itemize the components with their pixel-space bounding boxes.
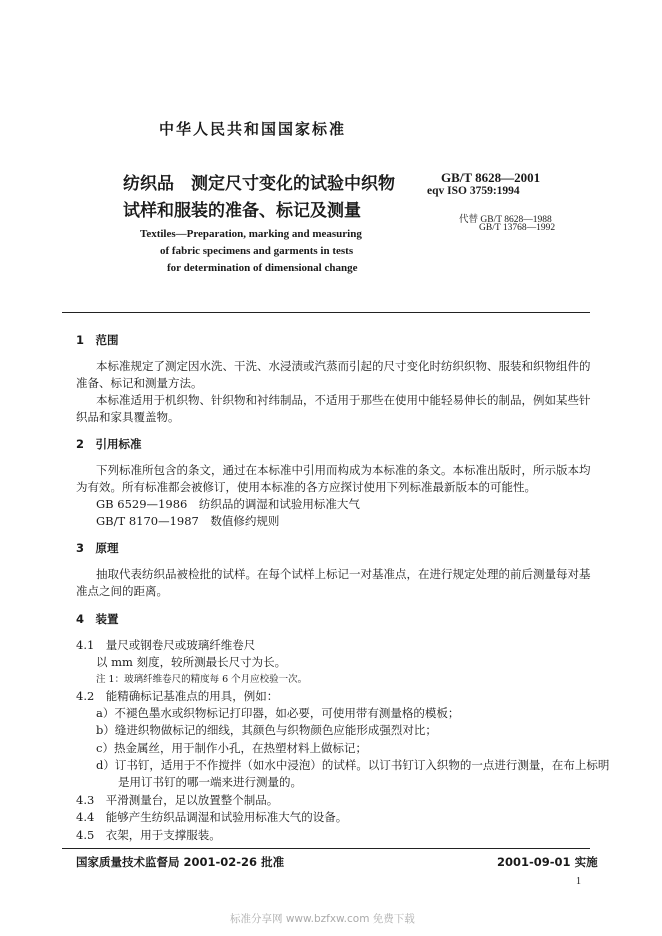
replaces-line2: GB/T 13768—1992 bbox=[479, 223, 556, 233]
header-divider bbox=[62, 312, 590, 313]
clause-4-2: 4.2 能精确标记基准点的用具，例如： bbox=[76, 689, 279, 703]
national-standard-label: 中华人民共和国国家标准 bbox=[159, 120, 347, 138]
section-1-para2-line1: 本标准适用于机织物、针织物和衬纬制品，不适用于那些在使用中能轻易伸长的制品，例如某些针 bbox=[96, 393, 591, 407]
clause-4-1-detail: 以 mm 刻度，较所测最长尺寸为长。 bbox=[96, 655, 287, 669]
clause-4-1: 4.1 量尺或钢卷尺或玻璃纤维卷尺 bbox=[76, 638, 256, 652]
clause-4-5: 4.5 衣架，用于支撑服装。 bbox=[76, 828, 221, 842]
section-2-para1-line1: 下列标准所包含的条文，通过在本标准中引用而构成为本标准的条文。本标准出版时，所示版本均 bbox=[96, 463, 591, 477]
standard-number: GB/T 8628—2001 bbox=[441, 170, 541, 185]
english-title-line3: for determination of dimensional change bbox=[167, 262, 358, 274]
section-3-para1-line1: 抽取代表纺织品被检批的试样。在每个试样上标记一对基准点，在进行规定处理的前后测量每对基 bbox=[96, 567, 591, 581]
section-2-para1-line2: 为有效。所有标准都会被修订，使用本标准的各方应探讨使用下列标准最新版本的可能性。 bbox=[76, 480, 536, 494]
section-1-para1-line2: 准备、标记和测量方法。 bbox=[76, 376, 203, 390]
clause-4-3: 4.3 平滑测量台，足以放置整个制品。 bbox=[76, 793, 279, 807]
section-3-heading: 3 原理 bbox=[76, 541, 119, 555]
equivalent-standard: eqv ISO 3759:1994 bbox=[427, 185, 520, 197]
section-1-para1-line1: 本标准规定了测定因水洗、干洗、水浸渍或汽蒸而引起的尺寸变化时纺织织物、服装和织物组件的 bbox=[96, 359, 591, 373]
section-2-reference-1: GB 6529—1986 纺织品的调湿和试验用标准大气 bbox=[96, 497, 360, 511]
doc-title-line2: 试样和服装的准备、标记及测量 bbox=[123, 201, 361, 221]
section-2-heading: 2 引用标准 bbox=[76, 437, 142, 451]
replaces-line1: 代替 GB/T 8628—1988 bbox=[459, 215, 552, 225]
section-4-heading: 4 装置 bbox=[76, 612, 119, 626]
section-1-heading: 1 范围 bbox=[76, 333, 119, 347]
doc-title-line1: 纺织品 测定尺寸变化的试验中织物 bbox=[123, 174, 395, 194]
clause-4-2-item-c: c）热金属丝，用于制作小孔，在热塑材料上做标记； bbox=[96, 741, 367, 755]
clause-4-2-item-b: b）缝进织物做标记的细线，其颜色与织物颜色应能形成强烈对比； bbox=[96, 723, 437, 737]
clause-4-2-item-a: a）不褪色墨水或织物标记打印器，如必要，可使用带有测量格的模板； bbox=[96, 706, 460, 720]
section-1-para2-line2: 织品和家具覆盖物。 bbox=[76, 410, 180, 424]
section-3-para1-line2: 准点之间的距离。 bbox=[76, 584, 168, 598]
implementation-date: 2001-09-01 实施 bbox=[497, 855, 598, 869]
clause-4-2-item-d-line1: d）订书钉，适用于不作搅拌（如水中浸泡）的试样。以订书钉订入织物的一点进行测量，在布上标明 bbox=[96, 758, 610, 772]
clause-4-2-item-d-line2: 是用订书钉的哪一端来进行测量的。 bbox=[118, 775, 302, 789]
section-2-reference-2: GB/T 8170—1987 数值修约规则 bbox=[96, 514, 280, 528]
approval-info: 国家质量技术监督局 2001-02-26 批准 bbox=[76, 855, 285, 869]
download-watermark: 标准分享网 www.bzfxw.com 免费下载 bbox=[230, 913, 415, 925]
english-title-line1: Textiles—Preparation, marking and measuring bbox=[140, 228, 362, 240]
english-title-line2: of fabric specimens and garments in tests bbox=[160, 245, 354, 257]
page-number: 1 bbox=[576, 876, 581, 887]
footer-divider bbox=[62, 848, 590, 849]
clause-4-4: 4.4 能够产生纺织品调湿和试验用标准大气的设备。 bbox=[76, 810, 348, 824]
clause-4-1-note: 注 1：玻璃纤维卷尺的精度每 6 个月应校验一次。 bbox=[96, 674, 308, 685]
